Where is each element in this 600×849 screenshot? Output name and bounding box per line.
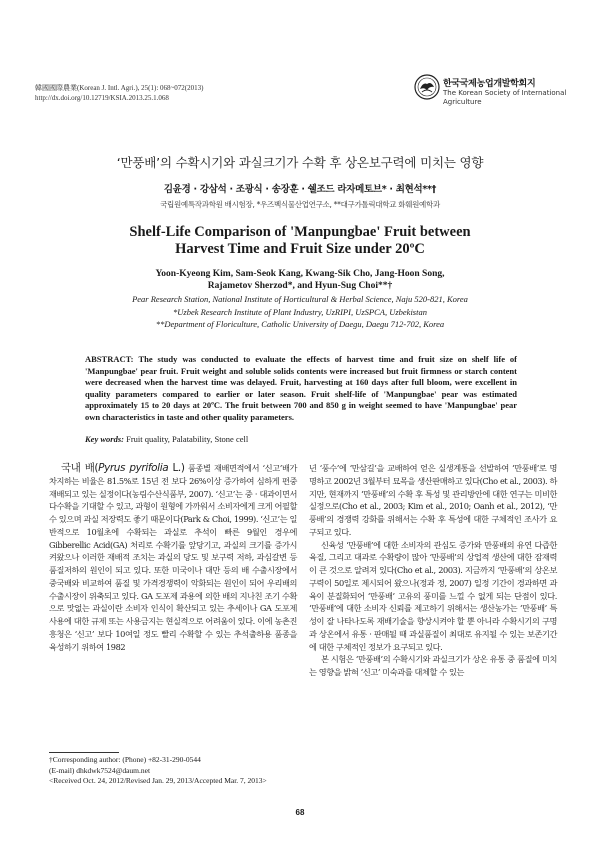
affiliation-line: Pear Research Station, National Institute of Horticultural & Herbal Science, Naju 520-821, Korea	[132, 294, 468, 304]
body-paragraph: 년 ‘풍수’에 ‘만삼길’을 교배하여 얻은 실생계통을 선발하여 ‘만풍배’로 명명하고 2002년 3월부터 묘목을 생산판매하고 있다(Cho et al., 2003). 하지만, 현재까지 ‘만풍배’의 수확 후 특성 및 관리방안에 대한 연구는 미비한 실정으로(Cho et al., 2003; Kim et al., 2010; Oanh et al., 2012), ‘만풍배’의 경쟁력 강화를 위해서는 수확 후 특성에 대한 구체적인 조사가 요구되고 있다.	[309, 463, 557, 537]
authors-english-line: Rajametov Sherzod*, and Hyun-Sug Choi**†	[207, 280, 393, 291]
society-header	[414, 74, 584, 114]
authors-english-line: Yoon-Kyeong Kim, Sam-Seok Kang, Kwang-Sik Cho, Jang-Hoon Song,	[155, 269, 445, 279]
paragraph-lead	[61, 462, 185, 474]
page-number: 68	[295, 808, 305, 817]
journal-doi[interactable]: http://dx.doi.org/10.12719/KSIA.2013.25.1.068	[35, 93, 169, 102]
body-column-right	[309, 462, 557, 679]
title-korean: ‘만풍배’의 수확시기와 과실크기가 수확 후 상온보구력에 미치는 영향	[116, 155, 484, 170]
footnote-received: <Received Oct. 24, 2012/Revised Jan. 29, 2013/Accepted Mar. 7, 2013>	[49, 776, 267, 785]
footnotes	[49, 755, 309, 787]
affiliation-line: **Department of Floriculture, Catholic University of Daegu, Daegu 712-702, Korea	[155, 319, 445, 329]
title-english	[0, 224, 600, 258]
footnote-email[interactable]: (E-mail) dhkdwk7524@daum.net	[49, 765, 151, 775]
keywords	[85, 434, 517, 444]
keywords-text: Fruit quality, Palatability, Stone cell	[126, 434, 249, 444]
body-column-left	[49, 462, 297, 653]
species-name: Pyrus pyrifolia	[98, 462, 169, 474]
title-english-line: Shelf-Life Comparison of 'Manpungbae' Fruit between	[129, 224, 471, 240]
lead-text-end: L.)	[168, 462, 185, 474]
paragraph-text: 품종별 재배면적에서 ‘신고’배가 차지하는 비율은 81.5%로 15년 전 보다 26%이상 증가하여 심하게 편중 재배되고 있는 실정이다(농림수산식품부, 2007). ‘신고’는 중 · 대과이면서 다수확을 기대할 수 있고, 과형이 원형에 가까워서 소비자에게 크게 어필할 수 있으며 과실 저장력도 좋기 때문이다(Park & Choi, 1999). ‘신고’는 일반적으로 10월초에 수확되는 과실로 추석이 빠른 9월인 경우에 Gibberellic Acid(GA) 처리로 수확기를 앞당기고, 과실의 크기를 증가시켜왔으나 이러한 재배적 조치는 과실의 당도 및 보구력 저하, 과심갈변 등 품질저하의 원인이 되고 있다. 또한 미국이나 대만 등의 배 수출시장에서 중국배와 비교하여 품질 및 가격경쟁력이 악화되는 원인이 되어 우리배의 수출시장이 위축되고 있다. GA 도포제 과용에 의한 배의 지나친 조기 수확으로 맛없는 과실이란 소비자 인식이 확산되고 있는 추세이나 GA 도포제 사용에 대한 규제 또는 사용금지는 현실적으로 어려움이 있다. 이에 농촌진흥청은 ‘신고’ 보다 10여일 정도 빨리 수확할 수 있는 추석출하용 품종을 육성하기 위하여 1982	[49, 463, 297, 652]
footnote-divider	[49, 752, 119, 753]
footnote-corresponding: †Corresponding author: (Phone) +82-31-290-0544	[49, 755, 201, 764]
abstract	[85, 354, 517, 423]
body-paragraph	[49, 462, 297, 653]
lead-text: 국내 배(	[61, 462, 99, 474]
abstract-text: The study was conducted to evaluate the effects of harvest time and fruit size on shelf life of 'Manpungbae' pear fruit. Fruit weight and soluble solids contents were increased but fruit firmness or starch content were decreased when the harvest time was delayed. Fruit, harvesting at 160 days after full bloom, were excellent in quality parameters compared to earlier or later season. Fruit shelf-life of 'Manpungbae' pear was estimated approximately 15 to 20 days at 20ºC. The fruit between 700 and 850 g in weight seemed to have 'Manpungbae' pear own characteristics in taste and other quality parameters.	[85, 354, 517, 422]
society-name-korean: 한국국제농업개발학회지	[443, 79, 536, 89]
abstract-label: ABSTRACT:	[85, 354, 134, 364]
keywords-label: Key words:	[85, 434, 124, 444]
affiliations-english	[0, 293, 600, 331]
society-emblem-icon	[414, 74, 440, 100]
title-english-line: Harvest Time and Fruit Size under 20ºC	[175, 241, 425, 257]
society-name-english: The Korean Society of International Agriculture	[443, 89, 567, 106]
body-paragraph: 신육성 ‘만풍배’에 대한 소비자의 관심도 증가와 만풍배의 유연 다즙한 육질, 그리고 대과로 수확량이 많아 ‘만풍배’의 상업적 생산에 대한 잠재력이 큰 것으로 알려져 있다(Cho et al., 2003). 지금까지 ‘만풍배’의 상온보구력이 50일로 제시되어 왔으나(정과 정, 2007) 일정 기간이 경과하면 과육이 분질화되어 ‘만풍배’ 고유의 풍미를 느낄 수 없게 되는 단점이 있다. ‘만풍배’에 대한 소비자 신뢰를 제고하기 위해서는 생산농가는 ‘만풍배’ 특성이 잘 나타나도록 재배기술을 향상시켜야 할 뿐 아니라 수확시기의 구명과 상온에서 유통 · 판매될 때 과실품질이 최대로 유지될 수 있는 보존기간에 대한 구체적인 정보가 요구되고 있다.	[309, 539, 557, 652]
journal-citation: 韓國國際農業(Korean J. Intl. Agri.), 25(1): 068~072(2013)	[35, 84, 204, 92]
affiliation-line: *Uzbek Research Institute of Plant Industry, UzRIPI, UzSPCA, Uzbekistan	[173, 306, 427, 317]
authors-english	[0, 269, 600, 292]
affiliation-korean: 국립원예특작과학원 배시험장, *우즈벡식물산업연구소, **대구가톨릭대학교 화훼원예학과	[160, 200, 440, 209]
journal-citation-block	[35, 84, 295, 103]
body-paragraph: 본 시험은 ‘만풍배’의 수확시기와 과실크기가 상온 유통 중 품질에 미치는 영향을 밝혀 ‘신고’ 미숙과를 대체할 수 있는	[309, 654, 557, 677]
authors-korean: 김윤경 · 강삼석 · 조광식 · 송장훈 · 쉘조드 라자메토브* · 최현석**†	[163, 184, 437, 195]
